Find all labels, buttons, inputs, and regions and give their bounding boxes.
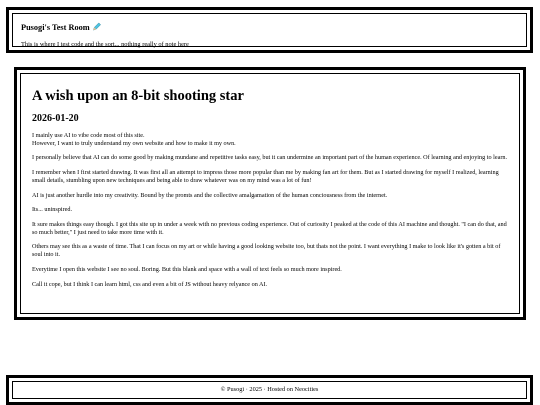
post-paragraph: Call it cope, but I think I can learn html, css and even a bit of JS without heavy relyance on AI.	[32, 280, 268, 288]
site-footer-inner	[12, 381, 527, 399]
footer-text: © Pusogi · 2025 · Hosted on Neocities	[220, 385, 319, 393]
site-header	[6, 7, 533, 53]
post-paragraph: Its... uninspired.	[32, 206, 73, 214]
site-subtitle: This is where I test code and the sort... nothing really of note here	[21, 41, 189, 48]
post-paragraph: Everytime I open this website I see no soul. Boring. But this blank and space with a wall of text feels so much more inspired.	[32, 265, 342, 273]
post-intro	[32, 132, 508, 147]
post-paragraph: AI is just another hurdle into my creativity. Bound by the promts and the collective amalgamation of the human conciousness from the internet.	[32, 191, 388, 199]
site-title	[21, 22, 518, 32]
post-intro-line-2: However, I want to truly understand my own website and how to make it my own.	[32, 139, 236, 147]
site-footer	[6, 375, 533, 405]
post-paragraph: I remember when I first started drawing. It was first all an attempt to impress those more popular than me by making fan art for them. But as I started drawing for myself I realized, learning small details, stumbling upon new techniques and being able to draw whatever was on my mind was a lot of fun!	[32, 169, 499, 184]
post-title: A wish upon an 8-bit shooting star	[32, 88, 244, 104]
pencil-icon	[92, 22, 102, 31]
blog-post-inner	[20, 73, 520, 314]
site-title-text: Pusogi's Test Room	[21, 23, 90, 32]
blog-post-container	[14, 67, 526, 320]
post-paragraph: Others may see this as a waste of time. That I can focus on my art or while having a good looking website too, but thats not the point. I want everything I make to look like it's gotten a bit of soul into it.	[32, 243, 501, 259]
post-date: 2026-01-20	[32, 113, 79, 124]
site-header-inner	[12, 13, 527, 47]
post-paragraph: I personally believe that AI can do some good by making mundane and repetitive tasks easy, but it can undermine an important part of the human experience. Of learning and enjoying to learn.	[32, 154, 508, 162]
post-intro-line-1: I mainly use AI to vibe code most of this site.	[32, 132, 145, 139]
post-paragraph: It sure makes things easy though. I got this site up in under a week with no previous coding experience. Out of curiosity I peaked at the code of this AI machine and thought. "I can do that, and so much better," I just need to take more time with it.	[32, 221, 507, 236]
